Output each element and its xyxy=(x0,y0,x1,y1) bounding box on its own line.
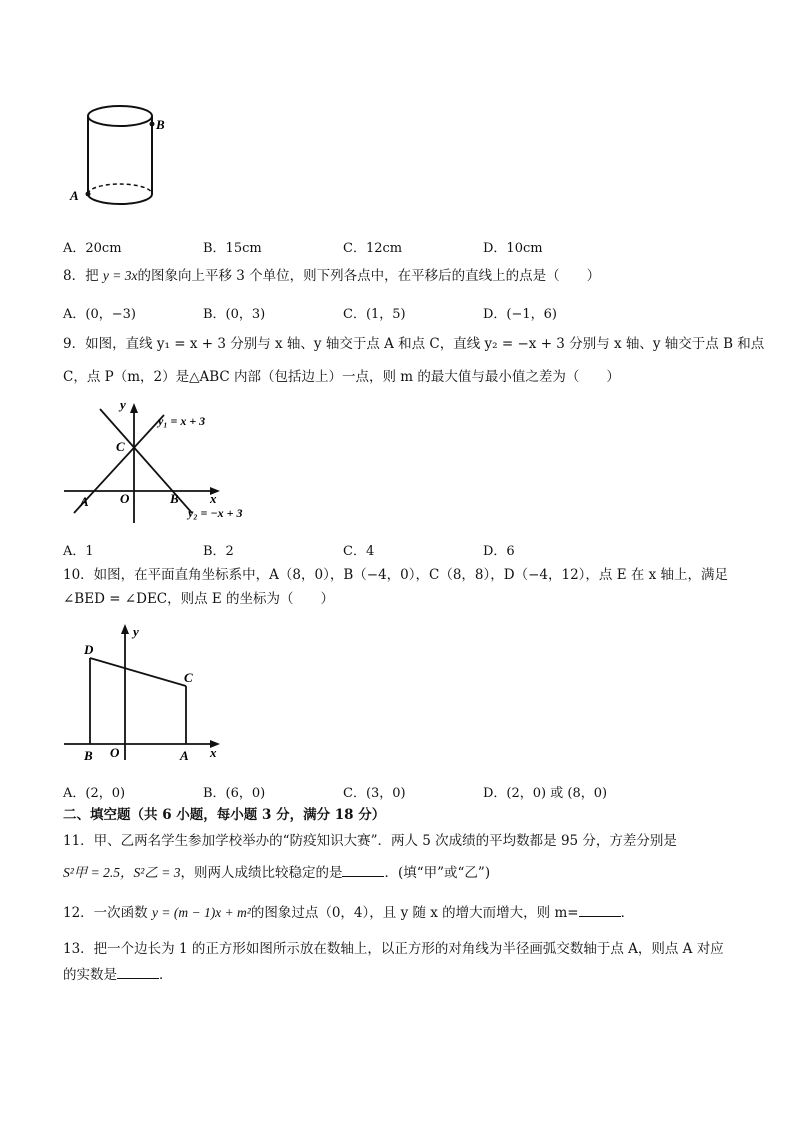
q7-option-a: A．20cm xyxy=(63,241,122,256)
q10-option-b: B．(6，0) xyxy=(203,786,266,801)
q11-end: ．(填“甲”或“乙”) xyxy=(384,865,491,881)
q10-option-a: A．(2，0) xyxy=(63,786,126,801)
q9-line-2: C，点 P（m，2）是△ABC 内部（包括边上）一点，则 m 的最大值与最小值之差为（ ） xyxy=(63,369,620,385)
q10-point-d: D xyxy=(84,642,94,657)
q8-text: 的图象向上平移 3 个单位，则下列各点中，在平移后的直线上的点是（ ） xyxy=(137,268,601,284)
q8-number: 8． xyxy=(63,268,86,284)
q8-pre: 把 xyxy=(85,268,99,284)
q8-option-b: B．(0，3) xyxy=(203,307,266,322)
q9-line-y2-label: y₂ = −x + 3 xyxy=(188,506,243,520)
q11-line-1: 11．甲、乙两名学生参加学校举办的“防疫知识大赛”．两人 5 次成绩的平均数都是 95 分，方差分别是 xyxy=(63,833,677,849)
q9-origin: O xyxy=(120,491,130,506)
q9-point-a: A xyxy=(80,494,89,509)
q7-option-b: B．15cm xyxy=(203,241,262,256)
q10-graph xyxy=(60,620,230,765)
q9-option-a: A．1 xyxy=(63,544,94,559)
q10-origin: O xyxy=(110,745,120,760)
q13-line-2 xyxy=(63,966,173,984)
q8-equation: y = 3x xyxy=(102,268,138,283)
q12-question xyxy=(63,904,634,922)
q12-answer-blank[interactable] xyxy=(579,904,621,917)
q10-line-1: 10．如图，在平面直角坐标系中，A（8，0），B（−4，0），C（8，8），D（−4，12），点 E 在 x 轴上，满足 xyxy=(63,567,729,583)
q9-option-d: D．6 xyxy=(483,544,515,559)
q12-equation: y = (m − 1)x + m² xyxy=(151,905,251,920)
q9-line-y1-label: y₁ = x + 3 xyxy=(158,414,206,428)
q10-line-2: ∠BED = ∠DEC，则点 E 的坐标为（ ） xyxy=(63,591,335,607)
q9-graph xyxy=(60,395,280,530)
q10-x-axis-label: x xyxy=(210,745,217,760)
q10-point-b: B xyxy=(84,748,93,763)
point-a-label: A xyxy=(70,188,79,203)
q12-pre: 12．一次函数 xyxy=(63,905,148,921)
q12-text: 的图象过点（0，4），且 y 随 x 的增大而增大，则 m= xyxy=(250,905,579,921)
q13-end: ． xyxy=(159,967,173,983)
q10-point-a: A xyxy=(180,748,189,763)
q9-x-axis-label: x xyxy=(210,491,217,506)
q8-option-d: D．(−1，6) xyxy=(483,307,558,322)
q11-variance-formula: S²甲 = 2.5，S²乙 = 3 xyxy=(63,865,181,880)
section-2-title: 二、填空题（共 6 小题，每小题 3 分，满分 18 分） xyxy=(63,807,386,823)
q7-option-d: D．10cm xyxy=(483,241,543,256)
q11-answer-blank[interactable] xyxy=(342,864,384,877)
point-b-label: B xyxy=(156,117,165,132)
q8-option-c: C．(1，5) xyxy=(343,307,406,322)
q9-point-c: C xyxy=(116,439,125,454)
q13-answer-blank[interactable] xyxy=(117,966,159,979)
q13-line-1: 13．把一个边长为 1 的正方形如图所示放在数轴上，以正方形的对角线为半径画弧交数轴于点 A，则点 A 对应 xyxy=(63,941,724,957)
q12-end: ． xyxy=(620,905,635,921)
q10-y-axis-label: y xyxy=(133,624,139,639)
q9-y-axis-label: y xyxy=(120,397,126,412)
q9-line-1: 9．如图，直线 y₁ = x + 3 分别与 x 轴、y 轴交于点 A 和点 C，直线 y₂ = −x + 3 分别与 x 轴、y 轴交于点 B 和点 xyxy=(63,336,765,352)
q7-option-c: C．12cm xyxy=(343,241,403,256)
q8-option-a: A．(0，−3) xyxy=(63,307,136,322)
q9-option-c: C．4 xyxy=(343,544,375,559)
q10-option-d: D．(2，0) 或 (8，0) xyxy=(483,786,608,801)
q8-question xyxy=(63,267,600,285)
q10-point-c: C xyxy=(184,670,193,685)
q9-option-b: B．2 xyxy=(203,544,234,559)
cylinder-figure xyxy=(60,98,200,218)
q10-option-c: C．(3，0) xyxy=(343,786,406,801)
q11-line-2 xyxy=(63,864,490,882)
q9-point-b: B xyxy=(170,491,179,506)
q13-text: 的实数是 xyxy=(63,967,117,983)
q11-text: ，则两人成绩比较稳定的是 xyxy=(180,865,343,881)
